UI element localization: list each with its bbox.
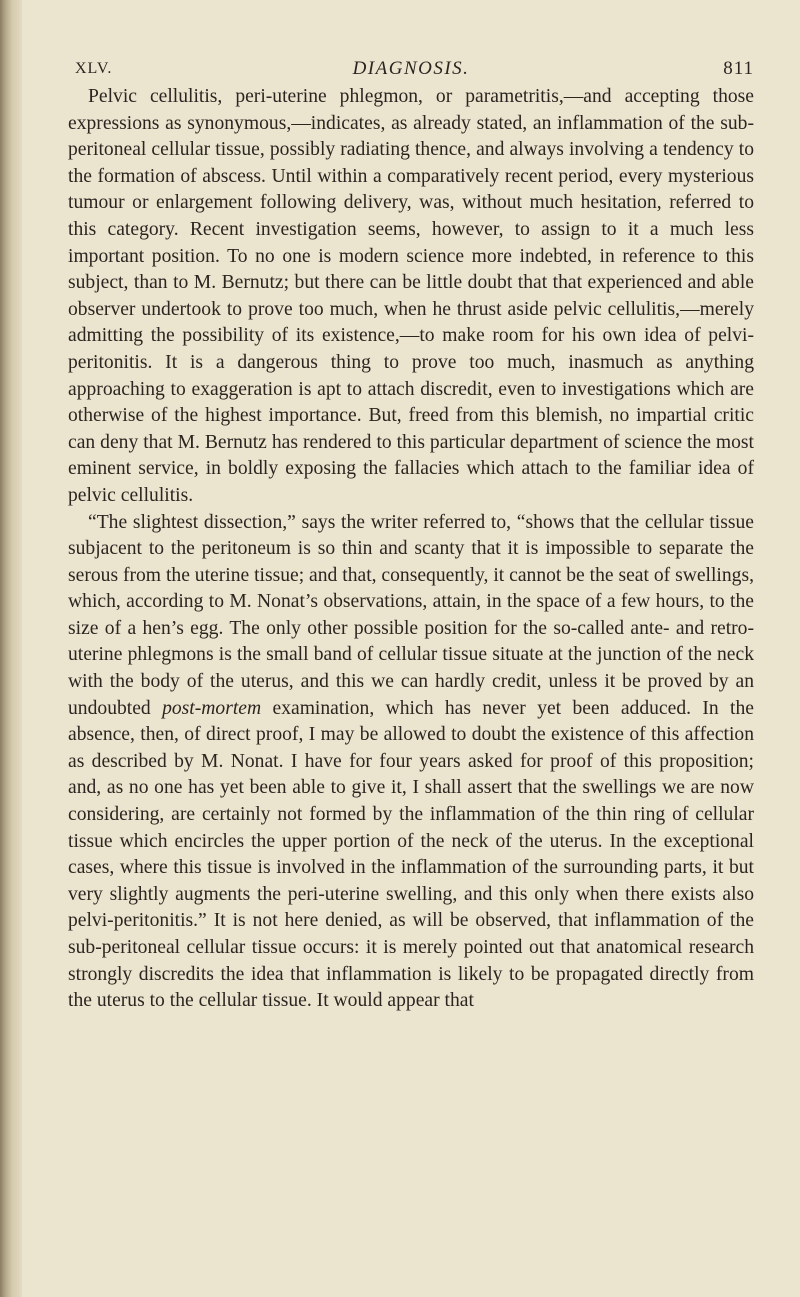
chapter-number: XLV.	[75, 60, 113, 77]
body-text	[68, 84, 754, 1015]
book-binding-shadow	[0, 0, 22, 1297]
paragraph	[68, 84, 754, 510]
paragraph	[68, 510, 754, 1015]
running-title: DIAGNOSIS.	[352, 58, 470, 79]
page-number: 811	[723, 58, 754, 79]
text-run: “The slightest dissection,” says the writer referred to, “shows that the cellular tissue subjacent to the peritoneum is so thin and scanty that it is impossible to separate the serous from the uterine tissue; and that, consequently, it cannot be the seat of swellings, which, according to M. Nonat’s observations, attain, in the space of a few hours, to the size of a hen’s egg. The only other possible position for the so-called ante- and retro-uterine phlegmons is the small band of cellular tissue situate at the junction of the neck with the body of the uterus, and this we can hardly credit, unless it be proved by an undoubted	[68, 511, 754, 719]
book-page	[22, 0, 800, 1297]
italic-term: post-mortem	[162, 697, 262, 719]
text-run: Pelvic cellulitis, peri-uterine phlegmon, or parametritis,—and accepting those expressions as synonymous,—indicates, as already stated, an inflammation of the sub-peritoneal cellular tissue, possibly radiating thence, and always involving a tendency to the formation of abscess. Until within a comparatively recent period, every mysterious tumour or enlargement following delivery, was, without much hesitation, referred to this category. Recent investigation seems, however, to assign to it a much less important position. To no one is modern science more indebted, in reference to this subject, than to M. Bernutz; but there can be little doubt that that experienced and able observer undertook to prove too much, when he thrust aside pelvic cellulitis,—merely admitting the possibility of its existence,—to make room for his own idea of pelvi-peritonitis. It is a dangerous thing to prove too much, inasmuch as anything approaching to exaggeration is apt to attach discredit, even to investigations which are otherwise of the highest importance. But, freed from this blemish, no impartial critic can deny that M. Bernutz has rendered to this particular department of science the most eminent service, in boldly exposing the fallacies which attach to the familiar idea of pelvic cellulitis.	[68, 86, 754, 506]
running-head	[22, 58, 800, 82]
text-run: examination, which has never yet been adduced. In the absence, then, of direct proof, I may be allowed to doubt the existence of this affection as described by M. Nonat. I have for four years asked for proof of this proposition; and, as no one has yet been able to give it, I shall assert that the swellings we are now considering, are certainly not formed by the inflammation of the thin ring of cellular tissue which encircles the upper portion of the neck of the uterus. In the exceptional cases, where this tissue is involved in the inflammation of the surrounding parts, it but very slightly augments the peri-uterine swelling, and this only when there exists also pelvi-peritonitis.” It is not here denied, as will be observed, that inflammation of the sub-peritoneal cellular tissue occurs: it is merely pointed out that anatomical research strongly discredits the idea that inflammation is likely to be propagated directly from the uterus to the cellular tissue. It would appear that	[68, 697, 754, 1012]
